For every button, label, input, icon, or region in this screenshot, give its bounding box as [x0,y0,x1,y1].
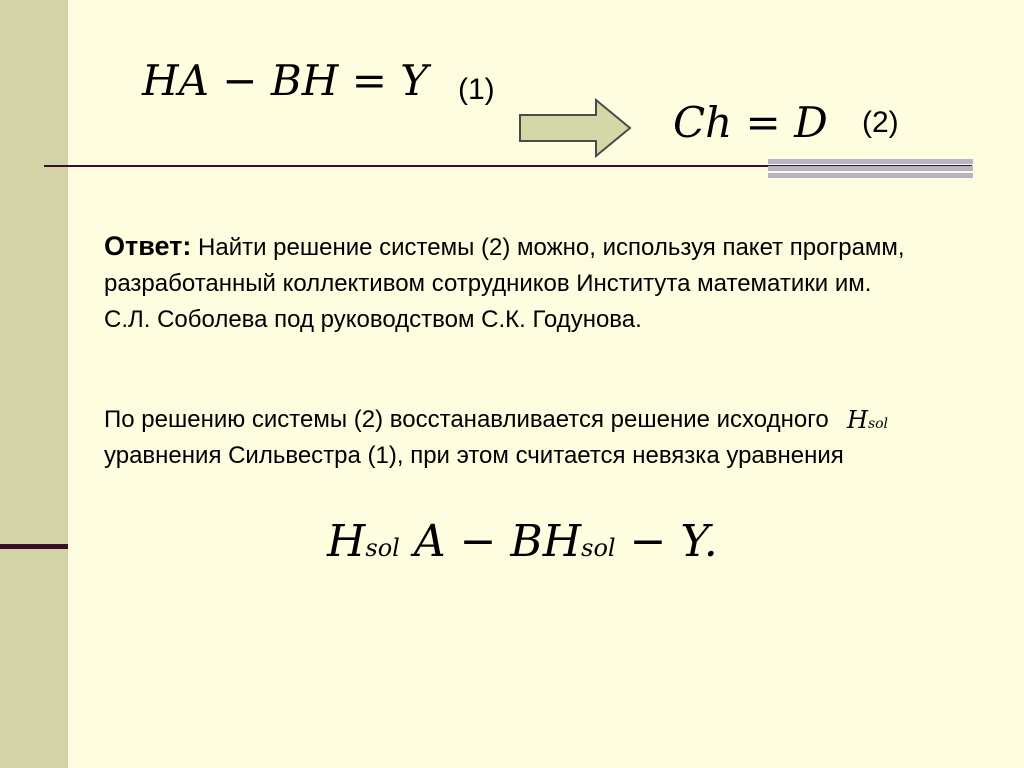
residual-part-3: − Y. [615,516,718,567]
answer-paragraph [104,228,924,338]
residual-part-1: H [327,516,366,567]
equation-system-2: Ch = D [673,98,828,147]
h-sol-subscript: sol [867,416,889,432]
right-arrow-icon [518,98,634,158]
side-bar [0,0,68,768]
equation-sylvester: HA − BH = Y [142,56,428,105]
residual-equation [327,516,718,567]
divider-stripe [768,159,973,178]
solution-paragraph: По решению системы (2) восстанавливается решение исходного уравнения Сильвестра (1), при этом считается невязка уравнения [104,406,844,469]
residual-subscript-2: sol [581,534,616,562]
side-bar-marker [0,544,68,549]
h-sol-base: H [847,406,868,434]
answer-text: Найти решение системы (2) можно, используя пакет программ, разработанный коллективом сотрудников Института математики им. С.Л. Соболева под руководством С.К. Годунова. [104,234,905,333]
residual-part-2: A − BH [399,516,582,567]
answer-label: Ответ: [104,231,192,261]
equation-number-2: (2) [862,106,899,139]
residual-subscript-1: sol [365,534,400,562]
equation-number-1: (1) [458,73,495,106]
h-sol-symbol [847,408,888,432]
